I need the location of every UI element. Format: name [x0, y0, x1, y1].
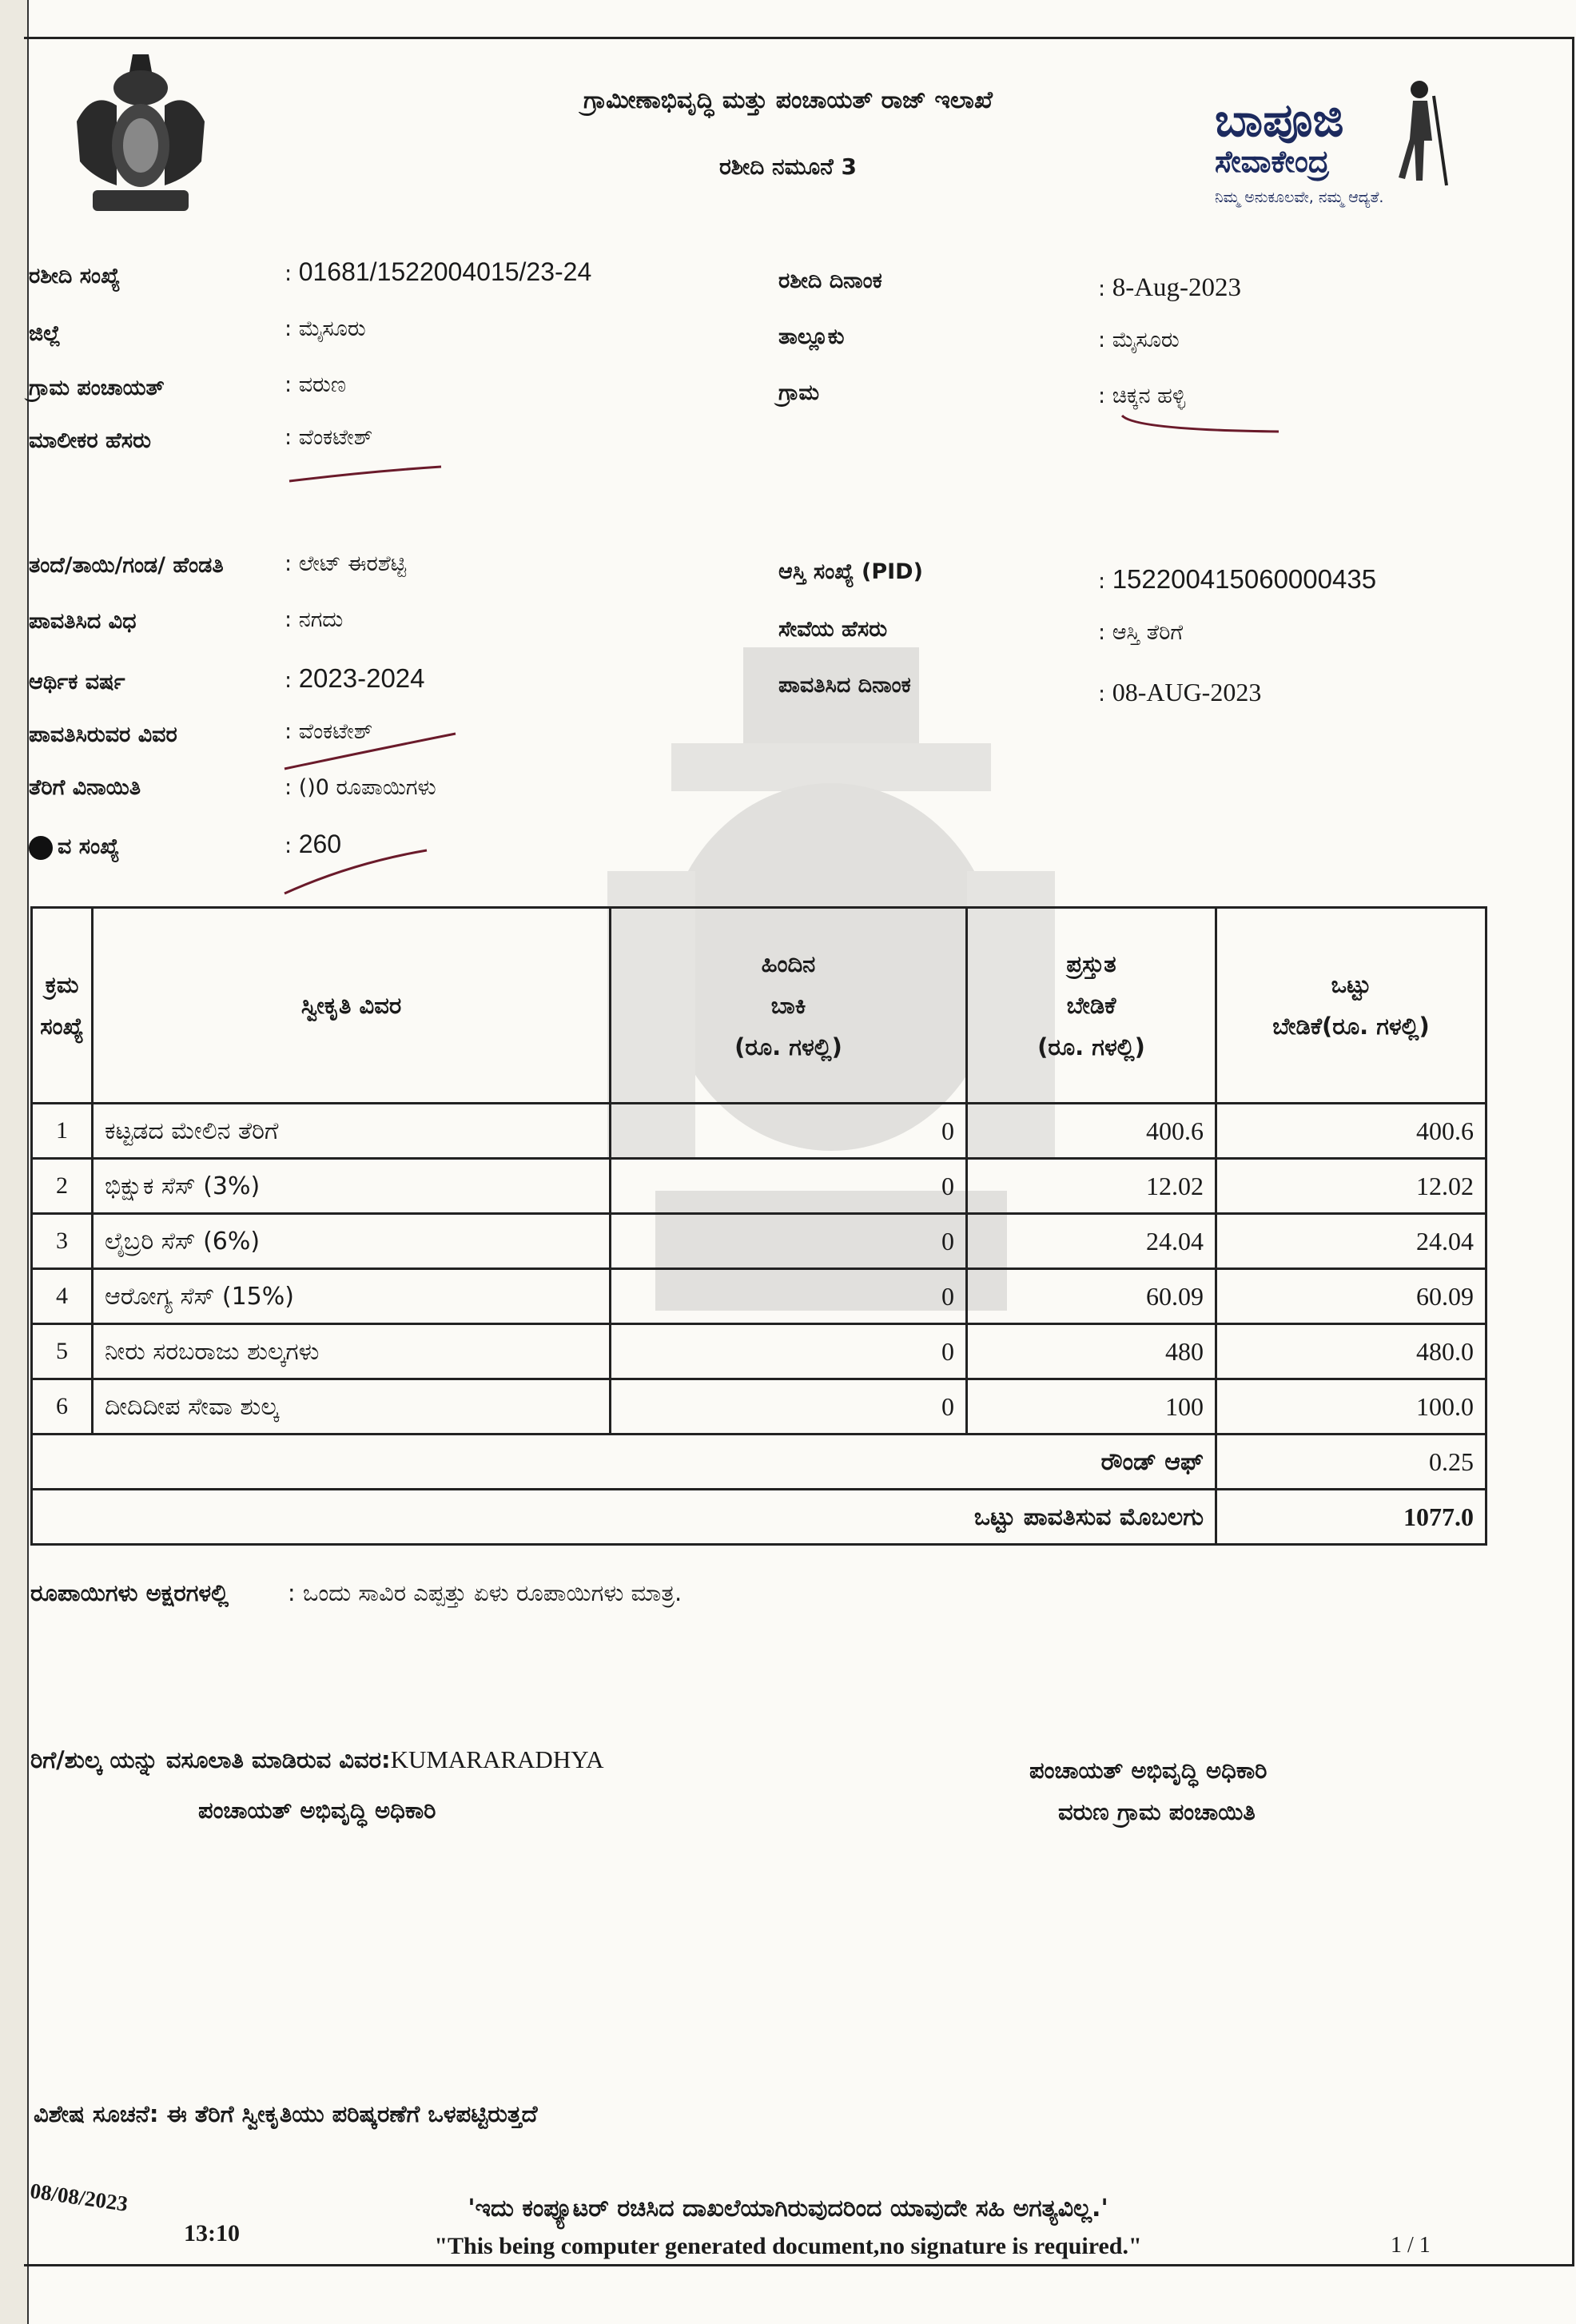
- collector-label: ರಿಗೆ/ಶುಲ್ಕ ಯನ್ನು ವಸೂಲಾತಿ ಮಾಡಿರುವ ವಿವರ:: [30, 1746, 391, 1773]
- row-total: 400.6: [1216, 1104, 1486, 1159]
- row-details: ಕಟ್ಟಡದ ಮೇಲಿನ ತೆರಿಗೆ: [93, 1104, 611, 1159]
- computer-generated-note-kannada: 'ಇದು ಕಂಪ್ಯೂಟರ್ ರಚಿಸಿದ ದಾಖಲೆಯಾಗಿರುವುದರಿಂದ ಯಾವುದೇ ಸಹಿ ಅಗತ್ಯವಿಲ್ಲ.': [468, 2195, 1108, 2223]
- village-label: ಗ್ರಾಮ: [778, 380, 820, 405]
- service-name-label: ಸೇವೆಯ ಹೆಸರು: [778, 617, 888, 642]
- taluk-value: : ಮೈಸೂರು: [1098, 328, 1180, 352]
- header-current-demand: ಪ್ರಸ್ತುತ ಬೇಡಿಕೆ (ರೂ. ಗಳಲ್ಲಿ): [967, 908, 1216, 1104]
- pen-underline-marks: [0, 0, 1576, 911]
- owner-name-label: ಮಾಲೀಕರ ಹೆಸರು: [29, 428, 152, 453]
- grand-total-row: [32, 1490, 1486, 1545]
- amount-in-words-label: ರೂಪಾಯಿಗಳು ಅಕ್ಷರಗಳಲ್ಲಿ: [30, 1579, 229, 1606]
- collector-name: KUMARARADHYA: [390, 1745, 604, 1773]
- round-off-value: 0.25: [1216, 1435, 1486, 1490]
- row-total: 60.09: [1216, 1269, 1486, 1324]
- district-label: ಜಿಲ್ಲೆ: [29, 321, 61, 346]
- tax-details-table: [30, 906, 1487, 1546]
- computer-generated-note-english: "This being computer generated document,no signature is required.": [434, 2233, 1142, 2259]
- row-current: 100: [967, 1379, 1216, 1435]
- service-name-value: : ಆಸ್ತಿ ತೆರಿಗೆ: [1098, 620, 1184, 645]
- row-previous: 0: [611, 1159, 967, 1214]
- village-value: : ಚಿಕ್ಕನ ಹಳ್ಳಿ: [1098, 384, 1186, 408]
- row-previous: 0: [611, 1104, 967, 1159]
- round-off-label: ರೌಂಡ್ ಆಫ್: [32, 1435, 1216, 1490]
- table-row: [32, 1159, 1486, 1214]
- tax-exemption-label: ತೆರಿಗೆ ವಿನಾಯಿತಿ: [29, 775, 141, 800]
- print-time: 13:10: [184, 2220, 240, 2246]
- collector-details: [30, 1745, 604, 1774]
- row-details: ದೀದಿದೀಪ ಸೇವಾ ಶುಲ್ಕ: [93, 1379, 611, 1435]
- payment-mode-label: ಪಾವತಿಸಿದ ವಿಧ: [29, 609, 137, 634]
- grand-total-value: 1077.0: [1216, 1490, 1486, 1545]
- row-sno: 4: [32, 1269, 93, 1324]
- property-id-value: : 152200415060000435: [1098, 564, 1377, 594]
- row-previous: 0: [611, 1324, 967, 1379]
- row-previous: 0: [611, 1379, 967, 1435]
- header-total-demand: ಒಟ್ಟು ಬೇಡಿಕೆ(ರೂ. ಗಳಲ್ಲಿ): [1216, 908, 1486, 1104]
- table-row: [32, 1104, 1486, 1159]
- row-sno: 2: [32, 1159, 93, 1214]
- table-row: [32, 1269, 1486, 1324]
- row-current: 12.02: [967, 1159, 1216, 1214]
- table-row: [32, 1214, 1486, 1269]
- special-note: ವಿಶೇಷ ಸೂಚನೆ: ಈ ತೆರಿಗೆ ಸ್ವೀಕೃತಿಯು ಪರಿಷ್ಕರಣೆಗೆ ಒಳಪಟ್ಟಿರುತ್ತದೆ: [34, 2100, 538, 2127]
- row-details: ನೀರು ಸರಬರಾಜು ಶುಲ್ಕಗಳು: [93, 1324, 611, 1379]
- relation-name-label: ತಂದೆ/ತಾಯಿ/ಗಂಡ/ ಹೆಂಡತಿ: [29, 553, 224, 578]
- receipt-date-label: ರಶೀದಿ ದಿನಾಂಕ: [778, 269, 882, 293]
- logo-brand: ಬಾಪೂಜಿ: [1215, 93, 1344, 147]
- row-previous: 0: [611, 1269, 967, 1324]
- row-total: 12.02: [1216, 1159, 1486, 1214]
- table-header-row: [32, 908, 1486, 1104]
- department-title: ಗ್ರಾಮೀಣಾಭಿವೃದ್ಧಿ ಮತ್ತು ಪಂಚಾಯತ್ ರಾಜ್ ಇಲಾಖೆ: [583, 86, 993, 114]
- amount-in-words: [30, 1579, 682, 1607]
- property-id-label: ಆಸ್ತಿ ಸಂಖ್ಯೆ (PID): [778, 559, 923, 584]
- row-current: 24.04: [967, 1214, 1216, 1269]
- tax-exemption-value: : ()0 ರೂಪಾಯಿಗಳು: [285, 775, 436, 800]
- payer-details-value: : ವೆಂಕಟೇಶ್: [285, 719, 373, 744]
- grand-total-label: ಒಟ್ಟು ಪಾವತಿಸುವ ಮೊಬಲಗು: [32, 1490, 1216, 1545]
- payment-date-value: : 08-AUG-2023: [1098, 678, 1262, 706]
- table-row: [32, 1379, 1486, 1435]
- row-sno: 3: [32, 1214, 93, 1269]
- logo-tagline: ನಿಮ್ಮ ಅನುಕೂಲವೇ, ನಮ್ಮ ಆದ್ಯತೆ.: [1215, 189, 1384, 206]
- header-previous-balance: ಹಿಂದಿನ ಬಾಕಿ (ರೂ. ಗಳಲ್ಲಿ): [611, 908, 967, 1104]
- officer-designation: ಪಂಚಾಯತ್ ಅಭಿವೃದ್ಧಿ ಅಧಿಕಾರಿ: [1029, 1757, 1268, 1784]
- header-sno: ಕ್ರಮ ಸಂಖ್ಯೆ: [32, 908, 93, 1104]
- row-details: ಭಿಕ್ಷುಕ ಸೆಸ್ (3%): [93, 1159, 611, 1214]
- owner-name-value: : ವೆಂಕಟೇಶ್: [285, 425, 373, 450]
- header-details: ಸ್ವೀಕೃತಿ ವಿವರ: [93, 908, 611, 1104]
- table-row: [32, 1324, 1486, 1379]
- round-off-row: [32, 1435, 1486, 1490]
- receipt-number-label: ರಶೀದಿ ಸಂಖ್ಯೆ: [29, 264, 121, 289]
- row-previous: 0: [611, 1214, 967, 1269]
- receipt-date-value: : 8-Aug-2023: [1098, 273, 1241, 302]
- district-value: : ಮೈಸೂರು: [285, 316, 366, 341]
- amount-in-words-value: : ಒಂದು ಸಾವಿರ ಎಪ್ಪತ್ತು ಏಳು ರೂಪಾಯಿಗಳು ಮಾತ್ರ.: [287, 1579, 683, 1606]
- row-total: 480.0: [1216, 1324, 1486, 1379]
- row-total: 24.04: [1216, 1214, 1486, 1269]
- print-date: 08/08/2023: [28, 2179, 129, 2216]
- row-total: 100.0: [1216, 1379, 1486, 1435]
- row-current: 400.6: [967, 1104, 1216, 1159]
- payer-details-label: ಪಾವತಿಸಿರುವರ ವಿವರ: [29, 722, 177, 747]
- row-sno: 1: [32, 1104, 93, 1159]
- payment-date-label: ಪಾವತಿಸಿದ ದಿನಾಂಕ: [778, 673, 911, 698]
- row-current: 480: [967, 1324, 1216, 1379]
- row-sno: 6: [32, 1379, 93, 1435]
- gram-panchayat-value: : ವರುಣ: [285, 372, 347, 397]
- relation-name-value: : ಲೇಟ್ ಈರಶೆಟ್ಟಿ: [285, 551, 407, 576]
- collector-designation: ಪಂಚಾಯತ್ ಅಭಿವೃದ್ಧಿ ಅಧಿಕಾರಿ: [198, 1797, 436, 1824]
- payment-mode-value: : ನಗದು: [285, 607, 344, 632]
- row-details: ಆರೋಗ್ಯ ಸೆಸ್ (15%): [93, 1269, 611, 1324]
- serial-number-value: : 260: [285, 830, 342, 858]
- form-title: ರಶೀದಿ ನಮೂನೆ 3: [718, 153, 858, 180]
- page-number: 1 / 1: [1391, 2233, 1431, 2258]
- financial-year-label: ಆರ್ಥಿಕ ವರ್ಷ: [29, 670, 125, 694]
- officer-office: ವರುಣ ಗ್ರಾಮ ಪಂಚಾಯಿತಿ: [1058, 1798, 1256, 1825]
- row-details: ಲೈಬ್ರರಿ ಸೆಸ್ (6%): [93, 1214, 611, 1269]
- receipt-number-value: : 01681/1522004015/23-24: [285, 257, 592, 286]
- row-sno: 5: [32, 1324, 93, 1379]
- row-current: 60.09: [967, 1269, 1216, 1324]
- serial-number-label: ವ ಸಂಖ್ಯೆ: [29, 834, 120, 860]
- logo-subtitle: ಸೇವಾಕೇಂದ್ರ: [1215, 144, 1330, 179]
- taluk-label: ತಾಲ್ಲೂಕು: [778, 324, 845, 349]
- financial-year-value: : 2023-2024: [285, 663, 425, 693]
- gram-panchayat-label: ಗ್ರಾಮ ಪಂಚಾಯತ್: [29, 376, 165, 400]
